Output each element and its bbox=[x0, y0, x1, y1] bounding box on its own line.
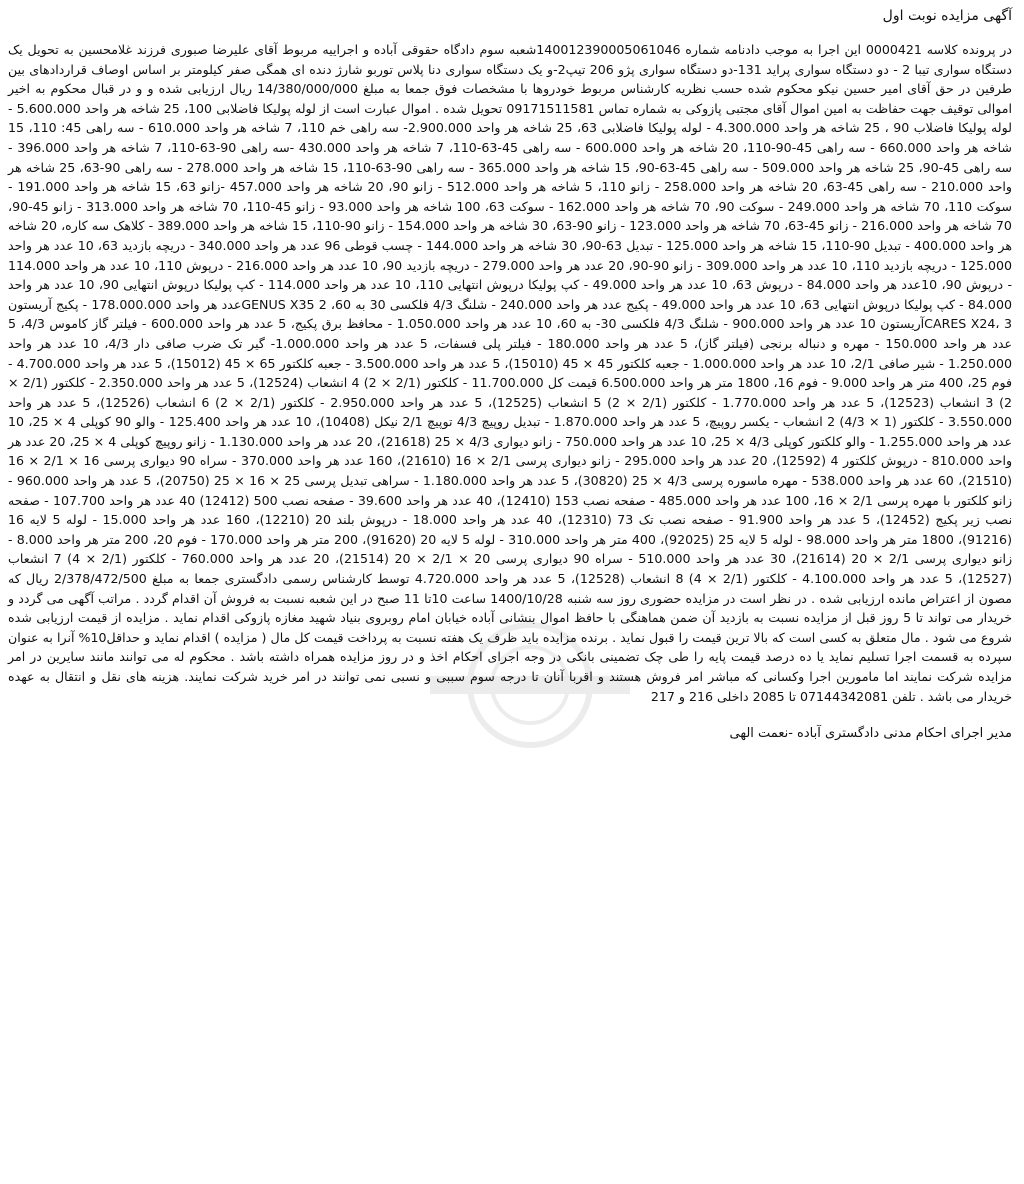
notice-signature: مدیر اجرای احکام مدنی دادگستری آباده -نعمت الهی bbox=[729, 726, 1012, 742]
notice-title: آگهی مزایده نوبت اول bbox=[882, 8, 1012, 24]
auction-notice bbox=[6, 4, 1018, 744]
notice-body: در پرونده کلاسه 0000421 این اجرا به موجب دادنامه شماره 140012390005061046شعبه سوم دادگاه حقوقی آباده و اجراییه مربوط آقای علیرضا صبوری فرزند غلامحسین به تحویل یک دستگاه سواری تیبا 2 - دو دستگاه سواری پراید 131-دو دستگاه سواری پژو 206 تیپ2-و یک دستگاه سواری دنا پلاس توربو شارژ دنده ای همگی صفر کیلومتر بر اساس اوصاف قراردادهای بین طرفین در حق آقای امیر حسین نیکو محکوم شده حسب نظریه کارشناس مربوط خودروها با مشخصات فوق جمعا به مبلغ 14/380/000/000 ریال ارزیابی شده و و در قبال محکوم به اخیر اموالی توقیف جهت حفاظت به امین اموال آقای مجتبی پازوکی به شماره تماس 09171511581 تحویل شده . اموال عبارت است از لوله پولیکا فاضلابی 100، 25 شاخه هر واحد 5.600.000 - لوله پولیکا فاضلاب 90 ، 25 شاخه هر واحد 4.300.000 - لوله پولیکا فاضلابی 63، 25 شاخه هر واحد 2.900.000- سه راهی خم 110، 7 شاخه هر واحد 610.000 - سه راهی 45: 110، 15 شاخه هر واحد 660.000 - سه راهی 45-90-110، 20 شاخه هر واحد 600.000 - سه راهی 45-63-110، 7 شاخه هر واحد 430.000 -سه راهی 90-63-110، 7 شاخه هر واحد 396.000 - سه راهی 45-90، 25 شاخه هر واحد 509.000 - سه راهی 45-63-90، 15 شاخه هر واحد 365.000 - سه راهی 90-63-110، 15 شاخه هر واحد 278.000 - سه راهی 90-63، 25 شاخه هر واحد 210.000 - سه راهی 45-63، 20 شاخه هر واحد 258.000 - زانو 110، 5 شاخه هر واحد 512.000 - زانو 90، 20 شاخه هر واحد 457.000 -زانو 63، 15 شاخه هر واحد 191.000 - سوکت 110، 70 شاخه هر واحد 249.000 - سوکت 90، 70 شاخه هر واحد 162.000 - سوکت 63، 100 شاخه هر واحد 93.000 - زانو 45-110، 70 شاخه هر واحد 313.000 - زانو 45-90، 70 شاخه هر واحد 216.000 - زانو 45-63، 70 شاخه هر واحد 123.000 - زانو 90-63، 30 شاخه هر واحد 154.000 - زانو 90-110، 15 شاخه هر واحد 389.000 - کلاهک سه کاره، 20 شاخه هر واحد 400.000 - تبدیل 90-110، 15 شاخه هر واحد 125.000 - تبدیل 63-90، 30 شاخه هر واحد 144.000 - چسب قوطی 96 عدد هر واحد 340.000 - دریچه بازدید 63، 10 عدد هر واحد 125.000 - دریچه بازدید 110، 10 عدد هر واحد 309.000 - زانو 90-90، 20 عدد هر واحد 279.000 - دریچه بازدید 90، 10 عدد هر واحد 216.000 - درپوش 110، 10 عدد هر واحد 114.000 - درپوش 90، 10عدد هر واحد 84.000 - درپوش 63، 10 عدد هر واحد 49.000 - کپ پولیکا درپوش انتهایی 110، 10 عدد هر واحد 114.000 - کپ پولیکا درپوش انتهایی 90، 10 عدد هر واحد 84.000 - کپ پولیکا درپوش انتهایی 63، 10 عدد هر واحد 49.000 - پکیج عدد هر واحد 240.000 - شلنگ 4/3 فلکسی 30 به 60، 2 GENUS X35عدد هر واحد 178.000.000 - پکیج آریستون 3 ،CARES X24آریستون 10 عدد هر واحد 900.000 - شلنگ 4/3 فلکسی 30- به 60، 10 عدد هر واحد 1.050.000 - محافظ برق پکیج، 5 عدد هر واحد 600.000 - فیلتر گاز کاموس 4/3، 5 عدد هر واحد 150.000 - مهره و دنباله برنجی (فیلتر گاز)، 5 عدد هر واحد 180.000 - فیلتر پلی فسفات، 5 عدد هر واحد 1.000.000- گیر تک ضرب صافی دار 4/3، 10 عدد هر واحد 1.250.000 - شیر صافی 2/1، 10 عدد هر واحد 1.000.000 - جعبه کلکتور 45 × 45 (15010)، 5 عدد هر واحد 3.500.000 - جعبه کلکتور 65 × 45 (15012)، 5 عدد هر واحد 4.700.000 - فوم 25، 400 متر هر واحد 9.000 - فوم 16، 1800 متر هر واحد 6.500.000 قیمت کل 11.700.000 - کلکتور (2/1 × 2) 4 انشعاب (12524)، 5 عدد هر واحد 2.350.000 - کلکتور (2/1 × 2) 3 انشعاب (12523)، 5 عدد هر واحد 1.770.000 - کلکتور (2/1 × 2) 5 انشعاب (12525)، 5 عدد هر واحد 2.950.000 - کلکتور (2/1 × 2) 6 انشعاب (12526)، 5 عدد هر واحد 3.550.000 - کلکتور (1 × 4/3) 2 انشعاب - یکسر روپیچ، 5 عدد هر واحد 1.870.000 - تبدیل روپیچ 4/3 توپیچ 2/1 نیکل (10408)، 10 عدد هر واحد 125.400 - والو 90 کوپلی 4 × 25، 10 عدد هر واحد 1.255.000 - والو کلکتور کوپلی 4/3 × 25، 10 عدد هر واحد 750.000 - زانو دیواری 4/3 × 25 (21618)، 20 عدد هر واحد 1.130.000 - زانو روپیچ کوپلی 4 × 25، 20 عدد هر واحد 810.000 - درپوش کلکتور 4 (12592)، 20 عدد هر واحد 295.000 - زانو دیواری پرسی 2/1 × 16 (21610)، 160 عدد هر واحد 370.000 - سراه 90 دیواری پرسی 16 × 2/1 × 16 (21510)، 60 عدد هر واحد 538.000 - مهره ماسوره پرسی 4/3 × 25 (30820)، 5 عدد هر واحد 1.180.000 - سراهی تبدیل پرسی 25 × 16 × 25 (20750)، 5 عدد هر واحد 960.000 - زانو کلکتور با مهره پرسی 2/1 × 16، 100 عدد هر واحد 485.000 - صفحه نصب 153 (12410)، 40 عدد هر واحد 39.600 - صفحه نصب 500 (12412) 40 عدد هر واحد 107.700 - صفحه نصب زیر پکیج (12452)، 5 عدد هر واحد 91.900 - صفحه نصب تک 73 (12310)، 40 عدد هر واحد 18.000 - درپوش بلند 20 (12210)، 160 عدد هر واحد 15.000 - لوله 5 لایه 16 (91216)، 1800 متر هر واحد 98.000 - لوله 5 لایه 25 (92025)، 400 متر هر واحد 310.000 - لوله 5 لایه 20 (91620)، 200 متر هر واحد 170.000 - فوم 20، 200 متر هر واحد 8.000 - زانو دیواری پرسی 2/1 × 20 (21614)، 30 عدد هر واحد 510.000 - سراه 90 دیواری پرسی 20 × 2/1 × 20 (21514)، 20 عدد هر واحد 760.000 - کلکتور (2/1 × 4) 7 انشعاب (12527)، 5 عدد هر واحد 4.100.000 - کلکتور (2/1 × 4) 8 انشعاب (12528)، 5 عدد هر واحد 4.720.000 توسط کارشناس رسمی دادگستری جمعا به مبلغ 2/378/472/500 ریال که مصون از اعتراض مانده ارزیابی شده . در نظر است در مزایده حضوری روز سه شنبه 1400/10/28 ساعت 10تا 11 صبح در این شعبه نسبت به فروش آن اقدام گردد . مراتب آگهی می گردد و خریدار می تواند تا 5 روز قبل از مزایده نسبت به بازدید آن ضمن هماهنگی با حافظ اموال بنشانی آباده خیابان امام روبروی بنیاد شهید مغازه پازوکی اقدام نماید . مزایده از قیمت ارزیابی شده شروع می شود . مال متعلق به کسی است که بالا ترین قیمت را قبول نماید . برنده مزایده باید ظرف یک هفته نسبت به پرداخت قیمت کل مال ( مزایده ) اقدام نماید و حداقل10% آنرا به عنوان سپرده به قسمت اجرا تسلیم نماید یا ده درصد قیمت پایه را طی چک تضمینی بانکی در وجه اجرای احکام اخذ و در روز مزایده همراه داشته باشد . محکوم له می توانند مانند سایرین در امر مزایده شرکت نمایند اما مامورین اجرا وکسانی که مباشر امر فروش هستند و اقربا آنان تا درجه سوم سببی و نسبی نمی توانند در امر خرید شرکت نمایند. هزینه های نقل و انتقال به عهده خریدار می باشد . تلفن 07144342081 تا 2085 داخلی 216 و 217 bbox=[8, 42, 1013, 704]
